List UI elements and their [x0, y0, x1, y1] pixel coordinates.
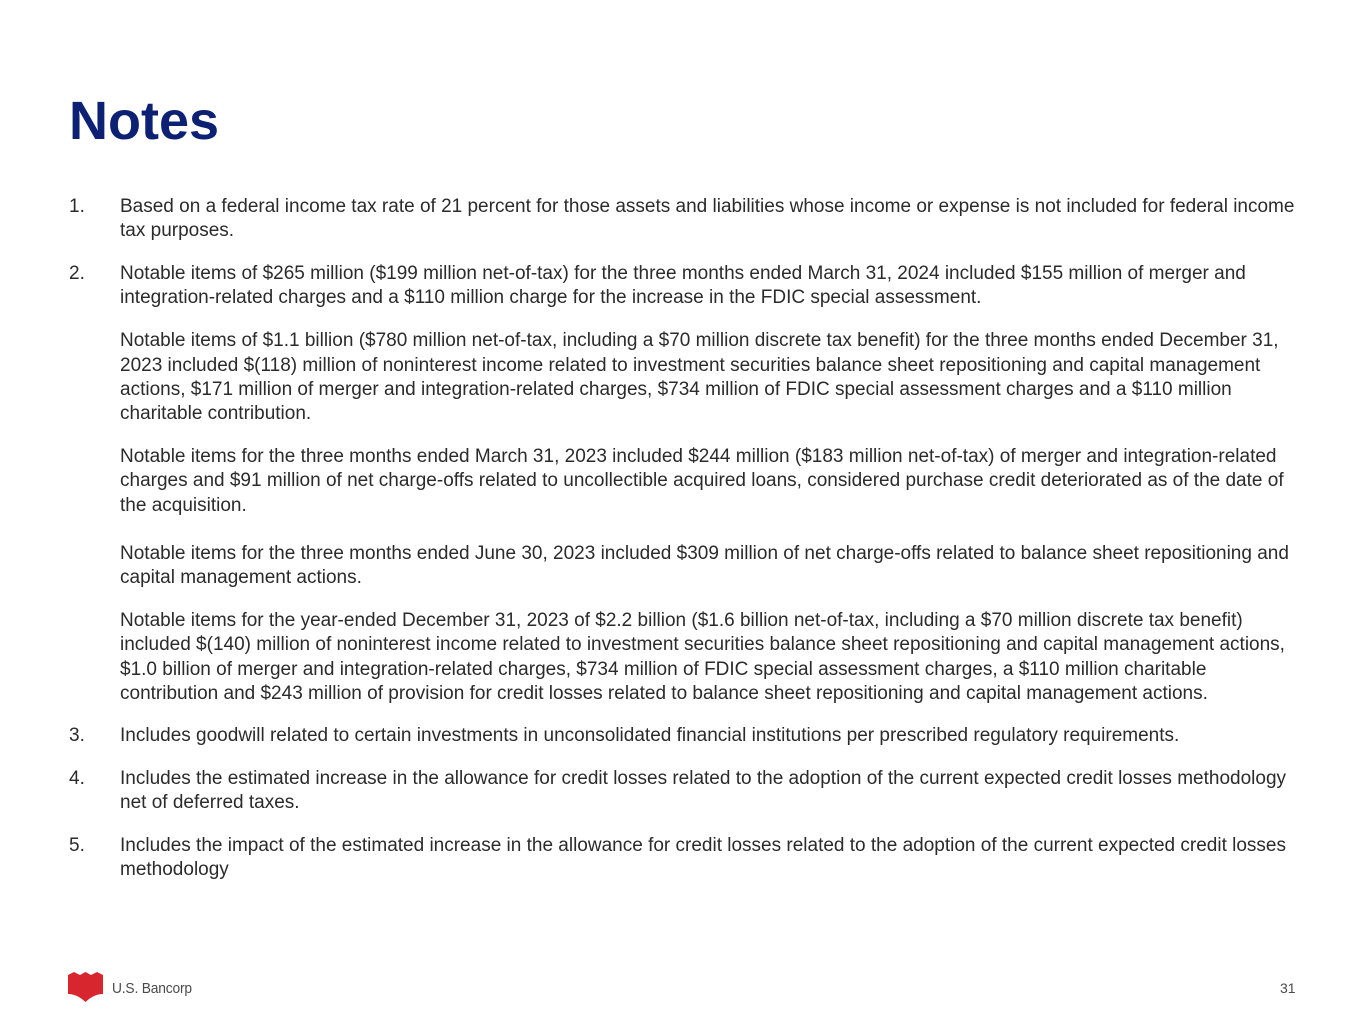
note-number: 4.	[69, 768, 85, 790]
note-item-5	[69, 834, 1309, 882]
company-logo	[68, 972, 199, 1002]
note-number: 5.	[69, 835, 85, 857]
shield-logo-icon	[68, 972, 103, 1002]
note-paragraph: Includes the estimated increase in the allowance for credit losses related to the adoption of the current expected credit losses methodology net of deferred taxes.	[120, 768, 1287, 814]
note-number: 1.	[69, 196, 85, 217]
note-item-4	[69, 767, 1309, 815]
note-paragraph: Notable items for the three months ended June 30, 2023 included $309 million of net charge-offs related to balance sheet repositioning and capital management actions.	[120, 542, 1289, 588]
note-item-3	[69, 724, 1309, 748]
note-paragraph: Based on a federal income tax rate of 21 percent for those assets and liabilities whose income or expense is not included for federal income tax purposes.	[120, 196, 1295, 242]
note-item-2	[69, 262, 1309, 706]
note-number: 3.	[69, 725, 85, 747]
page-title: Notes	[69, 91, 220, 151]
note-item-1	[69, 195, 1309, 243]
note-paragraph: Notable items of $1.1 billion ($780 million net-of-tax, including a $70 million discrete tax benefit) for the three months ended December 31, 2023 included $(118) million of noninterest income related to investment securities balance sheet repositioning and capital management actions, $171 million of merger and integration-related charges, $734 million of FDIC special assessment charges and a $110 million charitable contribution.	[120, 330, 1279, 424]
note-paragraph: Notable items for the year-ended December 31, 2023 of $2.2 billion ($1.6 billion net-of-tax, including a $70 million discrete tax benefit) included $(140) million of noninterest income related to investment securities balance sheet repositioning and capital management actions, $1.0 billion of merger and integration-related charges, $734 million of FDIC special assessment charges, a $110 million charitable contribution and $243 million of provision for credit losses related to balance sheet repositioning and capital management actions.	[120, 610, 1285, 704]
note-paragraph: Includes the impact of the estimated increase in the allowance for credit losses related to the adoption of the current expected credit losses methodology	[120, 835, 1286, 881]
note-paragraph: Includes goodwill related to certain investments in unconsolidated financial institutions per prescribed regulatory requirements.	[120, 725, 1180, 747]
page-number: 31	[1280, 980, 1296, 996]
note-number: 2.	[69, 262, 85, 284]
note-paragraph: Notable items for the three months ended March 31, 2023 included $244 million ($183 million net-of-tax) of merger and integration-related charges and $91 million of net charge-offs related to uncollectible acquired loans, considered purchase credit deteriorated as of the date of the acquisition.	[120, 446, 1284, 516]
brand-name: U.S. Bancorp	[112, 979, 192, 997]
notes-list	[69, 195, 1309, 901]
note-paragraph: Notable items of $265 million ($199 million net-of-tax) for the three months ended March 31, 2024 included $155 million of merger and integration-related charges and a $110 million charge for the increase in the FDIC special assessment.	[120, 262, 1246, 309]
